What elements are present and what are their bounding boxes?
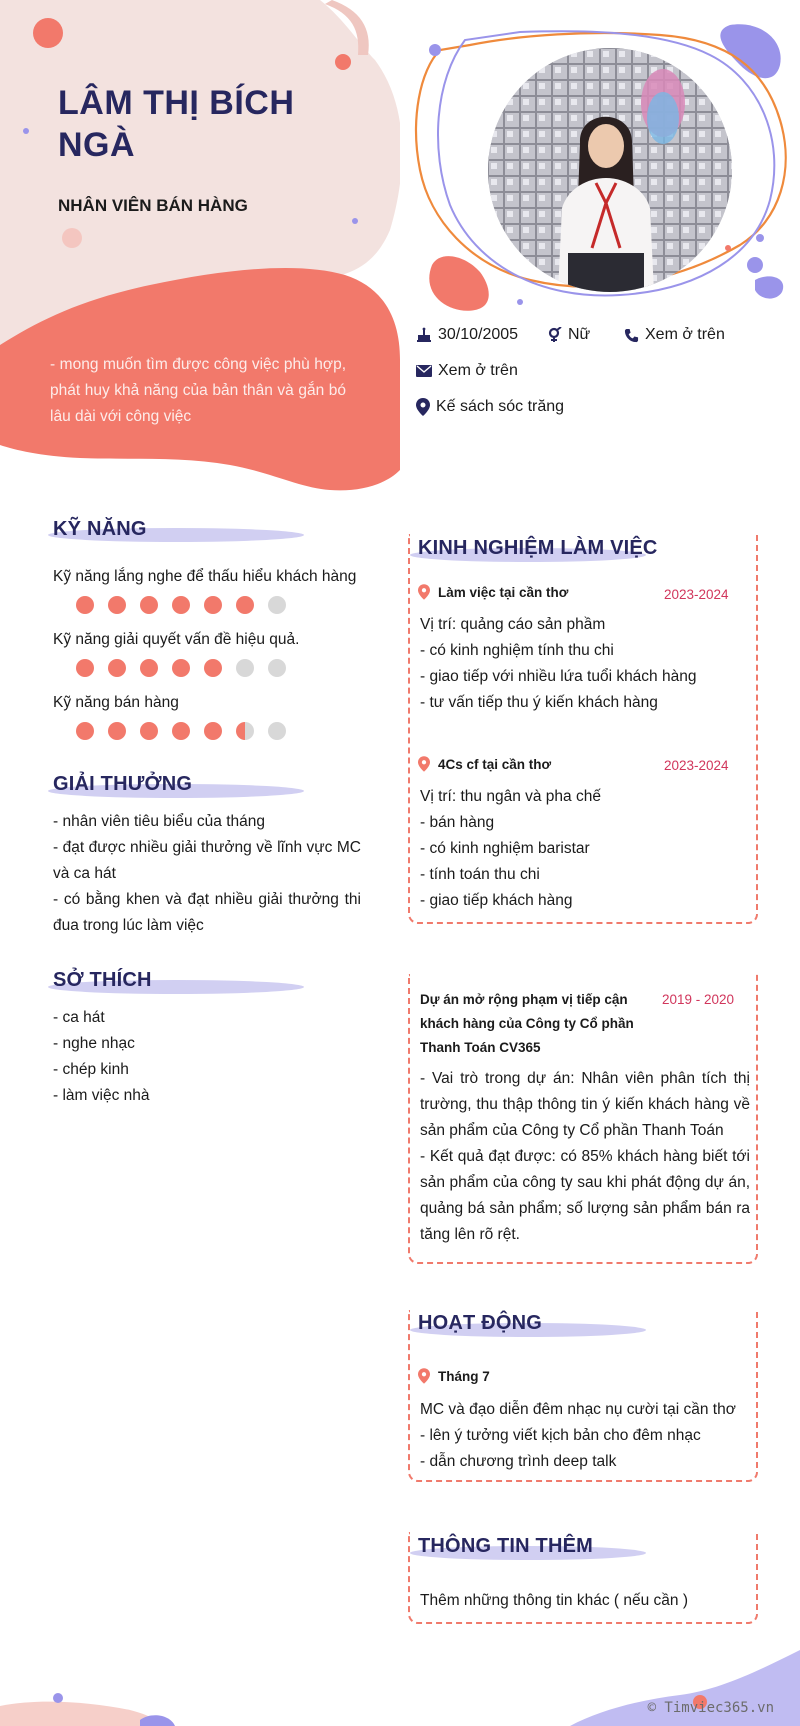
activity-line: - lên ý tưởng viết kịch bản cho đêm nhạc xyxy=(420,1427,701,1444)
hobby-item: - nghe nhạc xyxy=(53,1035,135,1052)
project-period: 2019 - 2020 xyxy=(662,992,735,1007)
skills-title: KỸ NĂNG xyxy=(53,518,147,540)
award-item: - đạt được nhiều giải thưởng về lĩnh vực MC và ca hát xyxy=(53,839,361,882)
profile-photo xyxy=(488,48,732,292)
skill-label: Kỹ năng lắng nghe để thấu hiểu khách hàng xyxy=(53,568,357,585)
phone-icon xyxy=(624,328,639,343)
contact-address xyxy=(416,398,564,416)
birthday-cake-icon xyxy=(416,327,432,343)
hobby-item: - ca hát xyxy=(53,1009,105,1026)
rating-dot xyxy=(76,722,94,740)
job-description xyxy=(420,612,750,716)
email-icon xyxy=(416,365,432,377)
job-line: - bán hàng xyxy=(420,814,495,831)
skill-rating xyxy=(76,722,286,740)
rating-dot xyxy=(204,596,222,614)
project-description xyxy=(420,1066,750,1248)
activity-time-label: Tháng 7 xyxy=(438,1368,490,1384)
skill-label: Kỹ năng bán hàng xyxy=(53,694,179,711)
rating-dot xyxy=(268,596,286,614)
job-line: - tư vấn tiếp thu ý kiến khách hàng xyxy=(420,694,658,711)
location-pin-icon xyxy=(416,398,430,416)
activity-time xyxy=(418,1368,490,1384)
rating-dot xyxy=(268,659,286,677)
rating-dot xyxy=(236,722,254,740)
contact-email xyxy=(416,362,518,380)
hobby-item: - chép kinh xyxy=(53,1061,129,1078)
project-role: - Vai trò trong dự án: Nhân viên phân tích thị trường, thu thập thông tin ý kiến khách hàng về sản phẩm của Công ty Cổ phần Thanh Toán xyxy=(420,1070,750,1139)
address-value: Kế sách sóc trăng xyxy=(436,398,565,415)
hobbies-title: SỞ THÍCH xyxy=(53,969,152,991)
rating-dot xyxy=(236,596,254,614)
decor-dot xyxy=(352,218,358,224)
skill-label: Kỹ năng giải quyết vấn đề hiệu quả. xyxy=(53,631,300,648)
activity-line: - dẫn chương trình deep talk xyxy=(420,1453,617,1470)
job-title: NHÂN VIÊN BÁN HÀNG xyxy=(58,196,248,215)
job-line: - có kinh nghiệm baristar xyxy=(420,840,590,857)
candidate-name: LÂM THỊ BÍCH NGÀ xyxy=(58,84,295,164)
project-name: Dự án mở rộng phạm vị tiếp cận khách hàng của Công ty Cổ phần Thanh Toán CV365 xyxy=(420,992,634,1055)
job-company xyxy=(418,584,568,600)
job-line: Vị trí: thu ngân và pha chế xyxy=(420,788,601,805)
rating-dot xyxy=(236,659,254,677)
job-period: 2023-2024 xyxy=(664,758,729,773)
rating-dot xyxy=(76,659,94,677)
location-pin-icon xyxy=(418,584,430,600)
decor-dot xyxy=(335,54,351,70)
rating-dot xyxy=(108,722,126,740)
extra-info-title: THÔNG TIN THÊM xyxy=(418,1535,594,1557)
project-result: - Kết quả đạt được: có 85% khách hàng biết tới sản phẩm của công ty sau khi phát động dự án, quảng bá sản phẩm; số lượng sản phẩm bán ra tăng lên rõ rệt. xyxy=(420,1148,750,1243)
location-pin-icon xyxy=(418,756,430,772)
decor-dot xyxy=(33,18,63,48)
extra-info-text: Thêm những thông tin khác ( nếu cần ) xyxy=(420,1592,689,1609)
award-item: - có bằng khen và đạt nhiều giải thưởng thi đua trong lúc làm việc xyxy=(53,891,361,934)
birthday-value: 30/10/2005 xyxy=(438,326,519,343)
job-company-name: Làm việc tại cần thơ xyxy=(438,584,569,600)
contact-gender xyxy=(548,326,590,344)
job-line: - giao tiếp với nhiều lứa tuổi khách hàng xyxy=(420,668,697,685)
email-value: Xem ở trên xyxy=(438,362,518,379)
job-line: Vị trí: quảng cáo sản phầm xyxy=(420,616,606,633)
hobby-item: - làm việc nhà xyxy=(53,1087,150,1104)
job-line: - tính toán thu chi xyxy=(420,866,540,883)
rating-dot xyxy=(140,596,158,614)
gender-icon xyxy=(548,327,562,343)
rating-dot xyxy=(76,596,94,614)
location-pin-icon xyxy=(418,1368,430,1384)
contact-birthday xyxy=(416,326,518,344)
decor-dot xyxy=(23,128,29,134)
activities-title: HOẠT ĐỘNG xyxy=(418,1312,543,1334)
rating-dot xyxy=(204,722,222,740)
job-description xyxy=(420,784,750,914)
award-item: - nhân viên tiêu biểu của tháng xyxy=(53,813,265,830)
activity-description xyxy=(420,1397,750,1475)
job-company-name: 4Cs cf tại cần thơ xyxy=(438,756,552,772)
gender-value: Nữ xyxy=(568,326,591,343)
job-line: - giao tiếp khách hàng xyxy=(420,892,573,909)
rating-dot xyxy=(172,596,190,614)
awards-title: GIẢI THƯỞNG xyxy=(53,773,193,795)
rating-dot xyxy=(268,722,286,740)
activity-line: MC và đạo diễn đêm nhạc nụ cười tại cần thơ xyxy=(420,1401,736,1418)
rating-dot xyxy=(108,659,126,677)
footer-copyright: © Timviec365.vn xyxy=(647,1700,774,1716)
contact-phone xyxy=(624,326,725,344)
rating-dot xyxy=(108,596,126,614)
skill-rating xyxy=(76,596,286,614)
rating-dot xyxy=(204,659,222,677)
awards-list xyxy=(53,809,361,939)
rating-dot xyxy=(172,659,190,677)
rating-dot xyxy=(140,722,158,740)
experience-title: KINH NGHIỆM LÀM VIỆC xyxy=(418,537,658,559)
decor-dot xyxy=(62,228,82,248)
phone-value: Xem ở trên xyxy=(645,326,725,343)
job-period: 2023-2024 xyxy=(664,587,729,602)
hobbies-list xyxy=(53,1005,361,1109)
job-line: - có kinh nghiệm tính thu chi xyxy=(420,642,614,659)
career-objective: - mong muốn tìm được công việc phù hợp, phát huy khả năng của bản thân và gắn bó lâu dài với công việc xyxy=(50,356,346,425)
rating-dot xyxy=(140,659,158,677)
job-company xyxy=(418,756,551,772)
rating-dot xyxy=(172,722,190,740)
skill-rating xyxy=(76,659,286,677)
